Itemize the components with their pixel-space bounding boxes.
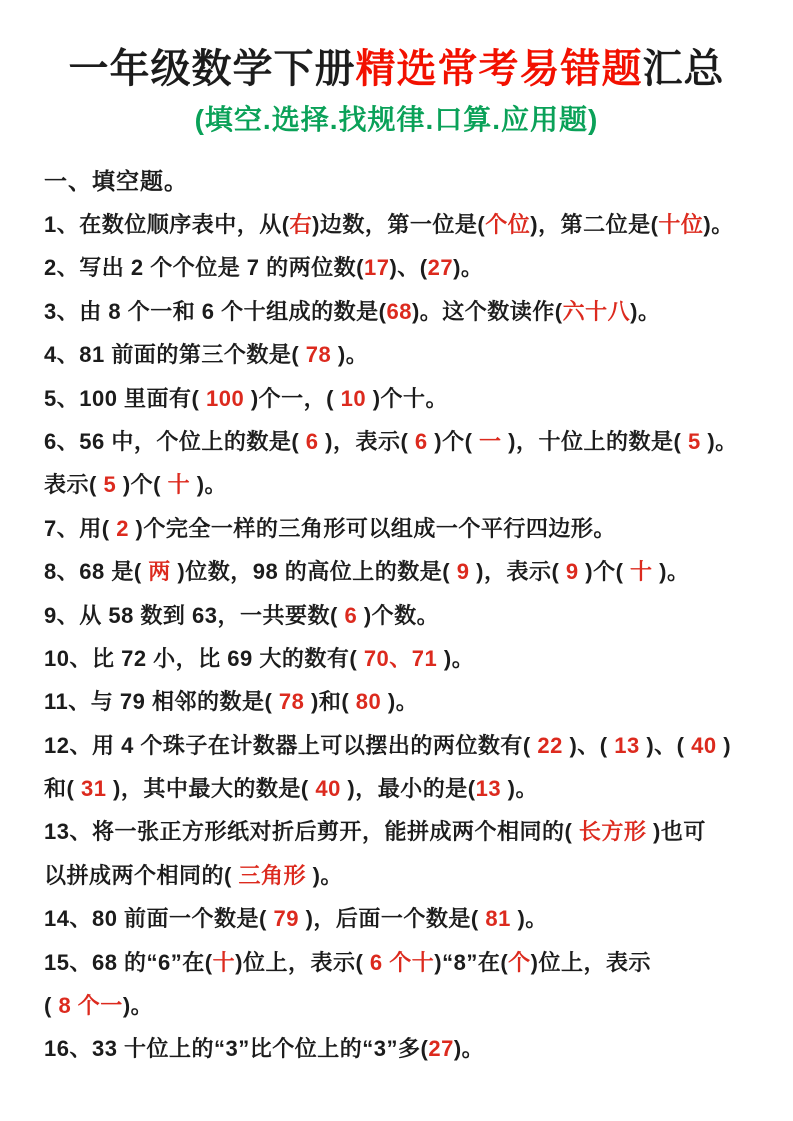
question-text: 和( <box>44 776 81 802</box>
question-text: 5、100 里面有( <box>44 385 206 411</box>
answer-text: 80 <box>355 689 382 715</box>
question-text: 10、比 72 小，比 69 大的数有( <box>44 645 364 671</box>
question-text: 4、81 前面的第三个数是( <box>44 342 306 368</box>
question-line <box>44 767 763 810</box>
question-line <box>44 941 763 984</box>
question-line <box>44 377 763 420</box>
question-text: )。 <box>703 212 734 237</box>
question-text: )“8”在( <box>434 949 509 975</box>
question-line <box>44 637 763 680</box>
question-text: )。 <box>381 689 419 715</box>
answer-text: 十 <box>167 472 191 498</box>
question-text: )。 <box>501 776 539 802</box>
question-text: )，十位上的数是( <box>501 428 688 454</box>
question-text: )。 <box>453 1036 485 1062</box>
question-item <box>44 1027 763 1070</box>
question-text: ( <box>44 993 59 1019</box>
question-item <box>44 810 763 897</box>
question-text: )，后面一个数是( <box>298 906 486 932</box>
question-item <box>44 637 763 680</box>
answer-text: 100 <box>206 385 245 411</box>
answer-text: 9 <box>456 559 470 585</box>
question-text: )。 <box>453 255 484 281</box>
worksheet-content <box>0 160 793 1071</box>
question-item <box>44 507 763 550</box>
answer-text: 一 <box>479 428 502 454</box>
question-line <box>44 333 763 376</box>
question-item <box>44 680 763 723</box>
question-text: )个( <box>116 472 168 498</box>
question-line <box>44 507 763 550</box>
question-text: 8、68 是( <box>44 559 149 585</box>
question-text: )和( <box>304 689 356 715</box>
question-text: )个完全一样的三角形可以组成一个平行四边形。 <box>128 515 616 541</box>
question-text: )个( <box>578 559 631 585</box>
title-text: 一年级数学下册 <box>68 47 356 91</box>
answer-text: 13 <box>614 732 640 758</box>
answer-text: 27 <box>428 1036 454 1062</box>
answer-text: 13 <box>475 776 502 802</box>
question-text: 11、与 79 相邻的数是( <box>44 689 279 715</box>
title-highlight-text: 精选常考易错题 <box>355 47 643 91</box>
question-text: )。 <box>700 428 738 454</box>
answer-text: 个位 <box>485 212 531 237</box>
answer-text: 5 <box>687 428 701 454</box>
question-text: )位上，表示( <box>235 949 370 975</box>
answer-text: 右 <box>289 212 313 237</box>
answer-text: 5 <box>103 472 117 498</box>
question-item <box>44 550 763 593</box>
question-text: )、( <box>389 255 428 281</box>
answer-text: 十 <box>212 949 236 975</box>
question-text: 15、68 的“6”在( <box>44 949 213 975</box>
answer-text: 40 <box>315 776 341 802</box>
answer-text: 70、71 <box>363 645 438 671</box>
question-text: )个数。 <box>357 602 440 628</box>
question-text: )，其中最大的数是( <box>106 776 316 802</box>
question-text: 14、80 前面一个数是( <box>44 906 274 932</box>
question-text: 2、写出 2 个个位是 7 的两位数( <box>44 255 364 281</box>
question-line <box>44 203 763 246</box>
question-line <box>44 1027 763 1070</box>
answer-text: 6 个十 <box>369 949 435 975</box>
question-item <box>44 941 763 1028</box>
answer-text: 六十八 <box>562 298 631 324</box>
answer-text: 78 <box>278 689 305 715</box>
question-text: 12、用 4 个珠子在计数器上可以摆出的两位数有( <box>44 732 538 758</box>
answer-text: 三角形 <box>238 862 306 888</box>
answer-text: 22 <box>537 732 563 758</box>
question-text: )，表示( <box>318 428 415 454</box>
question-item <box>44 246 763 289</box>
answer-text: 27 <box>427 255 454 281</box>
answer-text: 8 个一 <box>58 993 123 1019</box>
question-text: )位上，表示 <box>530 949 651 975</box>
answer-text: 6 <box>305 428 319 454</box>
answer-text: 81 <box>485 906 511 932</box>
question-line <box>44 594 763 637</box>
question-text: 9、从 58 数到 63，一共要数( <box>44 602 345 628</box>
question-item <box>44 420 763 507</box>
question-text: 3、由 8 个一和 6 个十组成的数是( <box>44 298 387 324</box>
answer-text: 两 <box>148 559 171 585</box>
question-text: )个( <box>427 428 480 454</box>
question-line <box>44 897 763 940</box>
answer-text: 长方形 <box>578 819 647 845</box>
questions-list <box>44 203 763 1071</box>
question-text: )。 <box>305 862 343 888</box>
question-text: )。 <box>510 906 548 932</box>
question-line <box>44 463 763 506</box>
question-text: )。这个数读作( <box>411 298 563 324</box>
answer-text: 十 <box>630 559 653 585</box>
question-text: 16、33 十位上的“3”比个位上的“3”多( <box>44 1036 429 1062</box>
question-item <box>44 290 763 333</box>
page-subtitle: (填空.选择.找规律.口算.应用题) <box>194 104 599 135</box>
answer-text: 9 <box>565 559 579 585</box>
question-text: )。 <box>652 559 690 585</box>
question-item <box>44 377 763 420</box>
question-line <box>44 680 763 723</box>
question-line <box>44 290 763 333</box>
question-item <box>44 594 763 637</box>
question-text: 表示( <box>44 472 104 498</box>
question-text: )。 <box>437 645 475 671</box>
question-line <box>44 854 763 897</box>
section-heading: 一、填空题。 <box>44 168 188 194</box>
answer-text: 17 <box>363 255 390 281</box>
answer-text: 31 <box>80 776 107 802</box>
question-text: )个一，( <box>244 385 341 411</box>
answer-text: 68 <box>386 298 412 324</box>
question-text: )、( <box>562 732 615 758</box>
question-text: )。 <box>190 472 228 498</box>
answer-text: 78 <box>305 342 332 368</box>
answer-text: 6 <box>414 428 428 454</box>
answer-text: 个 <box>508 949 531 975</box>
answer-text: 79 <box>273 906 299 932</box>
question-item <box>44 333 763 376</box>
question-line <box>44 420 763 463</box>
question-text: )边数，第一位是( <box>312 212 486 237</box>
page-title <box>0 0 793 89</box>
question-item <box>44 203 763 246</box>
question-text: ) <box>716 732 732 758</box>
question-text: )个十。 <box>366 385 449 411</box>
question-text: 7、用( <box>44 515 117 541</box>
question-line <box>44 550 763 593</box>
question-text: 13、将一张正方形纸对折后剪开，能拼成两个相同的( <box>44 819 579 845</box>
question-text: 以拼成两个相同的( <box>44 862 239 888</box>
answer-text: 10 <box>340 385 367 411</box>
answer-text: 6 <box>344 602 358 628</box>
answer-text: 十位 <box>658 212 704 237</box>
question-line <box>44 810 763 853</box>
answer-text: 40 <box>691 732 717 758</box>
question-text: 6、56 中，个位上的数是( <box>44 428 306 454</box>
question-line <box>44 246 763 289</box>
answer-text: 2 <box>116 515 129 541</box>
question-item <box>44 897 763 940</box>
question-text: )，最小的是( <box>340 776 476 802</box>
question-text: 1、在数位顺序表中，从( <box>44 212 290 237</box>
question-text: )、( <box>639 732 692 758</box>
question-text: )，第二位是( <box>530 212 659 237</box>
question-line <box>44 724 763 767</box>
question-text: )。 <box>122 993 154 1019</box>
question-text: )位数，98 的高位上的数是( <box>170 559 457 585</box>
question-line <box>44 984 763 1027</box>
question-text: )也可 <box>646 819 706 845</box>
question-text: )。 <box>630 298 661 324</box>
question-text: )。 <box>331 342 369 368</box>
question-text: )，表示( <box>469 559 566 585</box>
question-item <box>44 724 763 811</box>
title-text: 汇总 <box>642 47 725 91</box>
